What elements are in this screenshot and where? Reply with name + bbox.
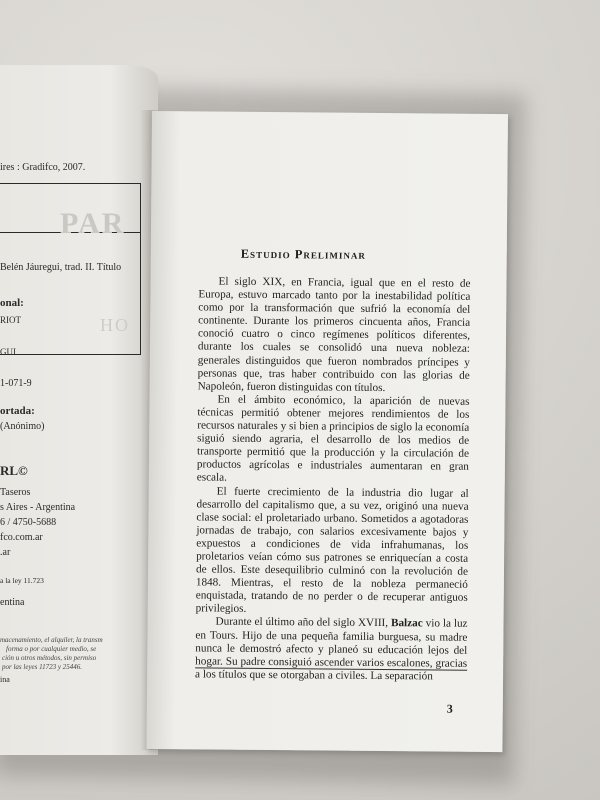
paragraph: El fuerte crecimiento de la industria dio lugar al desarrollo del capitalismo que, a su vez, originó una nueva clase social: el proletariado urbano. Sometidos a agotadoras jornadas de trabajo, con salarios excesivamente bajos y expuestos a condiciones de vida infrahumanas, los proletarios veían cómo sus patrones se enriquecían a costa de ellos. Este desequilibrio culminó con la revolución de 1848. Mientras, el resto de la nobleza permaneció enquistada, tratando de no perder o de recuperar antiguos privilegios.	[195, 485, 469, 616]
page-number: 3	[446, 701, 453, 716]
catalog-line: Belén Jáuregui, trad. II. Título	[0, 262, 122, 273]
credit-heading: onal:	[0, 297, 24, 309]
author-name: Balzac	[390, 617, 423, 630]
publisher-phone: 6 / 4750-5688	[0, 517, 57, 528]
rights-line: forma o por cualquier medio, se	[6, 645, 97, 653]
chapter-title: Estudio Preliminar	[240, 246, 366, 262]
paragraph-text: Durante el último año del siglo XVIII,	[215, 616, 392, 630]
cover-heading: ortada:	[0, 405, 35, 417]
catalog-line: ires : Gradifco, 2007.	[0, 162, 86, 173]
rights-line: por las leyes 11723 y 25446.	[2, 663, 82, 671]
credit-line: GUI	[0, 347, 16, 357]
paragraph: En el ámbito económico, la aparición de nuevas técnicas permitió obtener mejores rendimientos de los recursos naturales y si bien a principios de siglo la economía siguió siendo agraria, el desarrollo de los medios de transporte permitió que la producción y la circulación de productos agrícolas e industriales aumentaran en gran escala.	[196, 393, 470, 485]
publisher-web: fco.com.ar	[0, 532, 43, 543]
paragraph: El siglo XIX, en Francia, igual que en el resto de Europa, estuvo marcado tanto por la inestabilidad política como por la transformación que sufrió la economía del continente. Durante los primeros cincuenta años, Francia conoció cuatro o cinco regímenes políticos diferentes, durante los cuales se consolidó una nueva nobleza: generales distinguidos que fueron nombrados príncipes y personas que, tras haber contribuido con las glorias de Napoleón, fueron distinguidas con títulos.	[197, 275, 471, 394]
show-through-subtitle: HO	[100, 315, 130, 335]
cover-line: (Anónimo)	[0, 421, 45, 432]
left-page	[0, 65, 158, 755]
footer-line: ina	[0, 675, 10, 684]
credit-line: RIOT	[0, 315, 21, 325]
right-page	[146, 111, 508, 752]
legal-line: a la ley 11.723	[0, 576, 44, 585]
publisher-line: Taseros	[0, 487, 31, 498]
body-text	[195, 275, 471, 683]
paragraph-text: vio la luz en Tours. Hijo de una pequeña familia burguesa, su madre nunca le demostró afecto y planeó su educación lejos del hogar. Su padre consiguió ascender varios escalones, gracias a los títulos que se otorgaban a civiles. La separación	[195, 617, 468, 683]
rights-line: ción u otros métodos, sin permiso	[2, 654, 97, 662]
show-through-title: PAR	[60, 207, 126, 240]
rights-line: macenamiento, el alquiler, la transm	[0, 636, 103, 644]
isbn-line: 1-071-9	[0, 378, 32, 389]
publisher-line: s Aires - Argentina	[0, 502, 76, 513]
paragraph	[195, 616, 468, 684]
publisher-email: .ar	[0, 547, 11, 558]
publisher-name: RL©	[0, 463, 28, 478]
printed-in-line: entina	[0, 597, 25, 608]
